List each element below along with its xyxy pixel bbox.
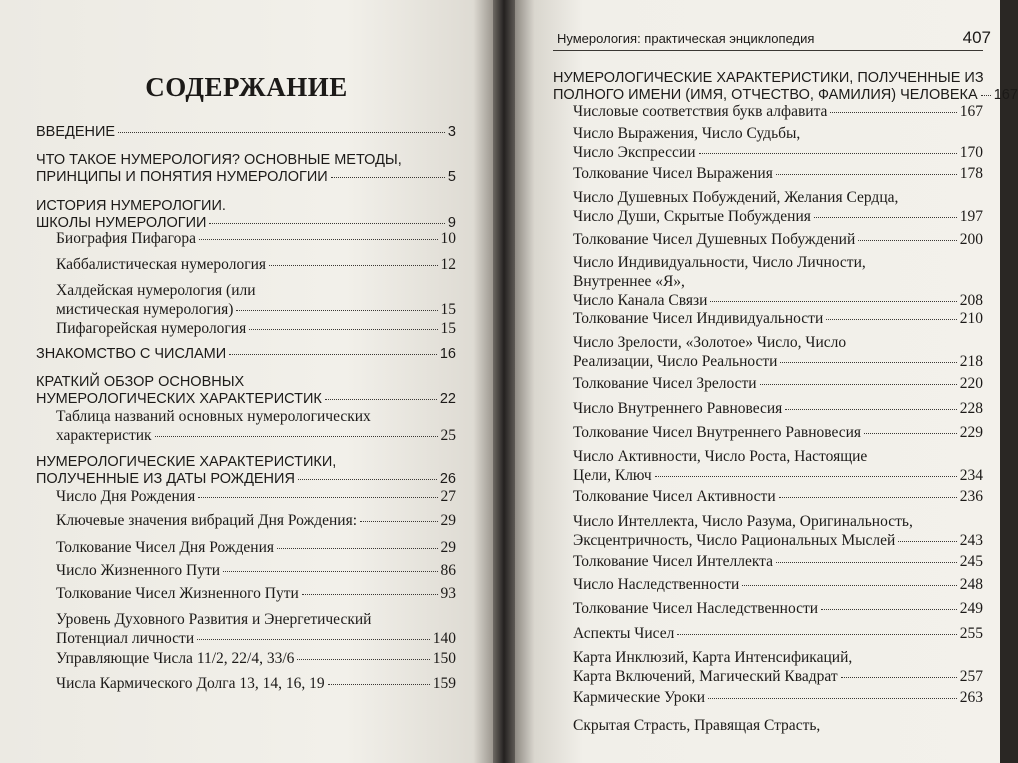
toc-entry-text: Толкование Чисел Наследственности <box>573 600 819 617</box>
book-gutter <box>493 0 515 763</box>
toc-entry-text: Аспекты Чисел <box>573 625 675 642</box>
toc-entry <box>553 102 983 121</box>
toc-entry <box>36 152 456 186</box>
toc-page-number: 178 <box>959 165 983 182</box>
toc-entry-text: Число Внутреннего Равновесия <box>573 400 783 417</box>
dot-leader <box>858 240 956 241</box>
toc-entry-text: ПОЛНОГО ИМЕНИ (ИМЯ, ОТЧЕСТВО, ФАМИЛИЯ) ЧЕЛОВЕКА <box>553 87 978 103</box>
toc-entry-text: Число Жизненного Пути <box>56 562 221 579</box>
toc-page-number: 229 <box>959 424 983 441</box>
toc-page-number: 86 <box>440 562 456 579</box>
toc-entry <box>36 346 456 363</box>
dot-leader <box>198 497 437 498</box>
toc-entry <box>553 599 983 618</box>
toc-entry <box>553 487 983 506</box>
toc-entry <box>36 674 456 693</box>
toc-entry-text: Уровень Духовного Развития и Энергетический <box>56 611 372 628</box>
toc-entry-text: ИСТОРИЯ НУМЕРОЛОГИИ. <box>36 198 226 214</box>
toc-entry-text: мистическая нумерология) <box>56 301 234 318</box>
toc-entry-text: ЗНАКОМСТВО С ЧИСЛАМИ <box>36 346 227 362</box>
dot-leader <box>655 476 957 477</box>
toc-entry-text: Ключевые значения вибраций Дня Рождения: <box>56 512 358 529</box>
toc-page-number: 170 <box>959 144 983 161</box>
toc-page-number: 15 <box>440 301 456 318</box>
toc-entry-text: ШКОЛЫ НУМЕРОЛОГИИ <box>36 215 207 231</box>
toc-entry <box>36 124 456 141</box>
dot-leader <box>760 384 957 385</box>
toc-page-number: 27 <box>440 488 456 505</box>
toc-entry-text: Число Интеллекта, Число Разума, Оригинальность, <box>573 513 913 530</box>
dot-leader <box>209 223 444 224</box>
toc-entry-text: Число Индивидуальности, Число Личности, <box>573 254 866 271</box>
dot-leader <box>277 548 437 549</box>
dot-leader <box>298 479 437 480</box>
toc-page-number: 22 <box>439 391 456 407</box>
toc-entry-text: НУМЕРОЛОГИЧЕСКИЕ ХАРАКТЕРИСТИКИ, <box>36 454 337 470</box>
toc-entry-text: Число Экспрессии <box>573 144 696 161</box>
toc-entry-text: ВВЕДЕНИЕ <box>36 124 116 140</box>
toc-entry <box>36 561 456 580</box>
toc-page-number: 208 <box>959 292 983 309</box>
dot-leader <box>776 174 957 175</box>
toc-entry-text: ПОЛУЧЕННЫЕ ИЗ ДАТЫ РОЖДЕНИЯ <box>36 471 295 487</box>
toc-entry <box>36 198 456 232</box>
toc-page-number: 5 <box>447 169 456 185</box>
toc-page-number: 150 <box>432 650 456 667</box>
toc-page-number: 248 <box>959 576 983 593</box>
dot-leader <box>708 698 957 699</box>
toc-page-number: 159 <box>432 675 456 692</box>
toc-entry-text: характеристик <box>56 427 152 444</box>
toc-entry-text: Халдейская нумерология (или <box>56 282 256 299</box>
dot-leader <box>742 585 956 586</box>
running-header <box>553 28 991 51</box>
dot-leader <box>269 265 438 266</box>
toc-page-number: 263 <box>959 689 983 706</box>
toc-entry <box>36 584 456 603</box>
toc-entry-text: ЧТО ТАКОЕ НУМЕРОЛОГИЯ? ОСНОВНЫЕ МЕТОДЫ, <box>36 152 402 168</box>
toc-entry-text: Толкование Чисел Выражения <box>573 165 773 182</box>
toc-entry-text: Толкование Чисел Активности <box>573 488 776 505</box>
dot-leader <box>328 684 430 685</box>
toc-entry <box>553 716 983 735</box>
toc-entry <box>553 423 983 442</box>
toc-entry-text: Скрытая Страсть, Правящая Страсть, <box>573 717 821 734</box>
toc-entry-text: Число Канала Связи <box>573 292 708 309</box>
toc-title: СОДЕРЖАНИЕ <box>145 72 348 102</box>
dot-leader <box>830 112 956 113</box>
toc-page-number: 249 <box>959 600 983 617</box>
toc-entry-text: Цели, Ключ <box>573 467 652 484</box>
toc-entry-text: Реализации, Число Реальности <box>573 353 778 370</box>
toc-page-number: 12 <box>440 256 456 273</box>
toc-entry <box>553 374 983 393</box>
dot-leader <box>236 310 437 311</box>
toc-page-number: 218 <box>959 353 983 370</box>
toc-page-number: 9 <box>447 215 456 231</box>
toc-entry <box>553 575 983 594</box>
toc-entry-text: Число Выражения, Число Судьбы, <box>573 125 801 142</box>
toc-entry-text: Толкование Чисел Индивидуальности <box>573 310 824 327</box>
toc-page-number: 220 <box>959 375 983 392</box>
toc-page-number: 255 <box>959 625 983 642</box>
toc-entry <box>36 319 456 338</box>
dot-leader <box>981 95 991 96</box>
toc-entry <box>553 333 983 371</box>
dot-leader <box>779 497 957 498</box>
dot-leader <box>821 609 957 610</box>
toc-entry-text: ПРИНЦИПЫ И ПОНЯТИЯ НУМЕРОЛОГИИ <box>36 169 328 185</box>
toc-entry <box>36 487 456 506</box>
toc-entry <box>36 649 456 668</box>
dot-leader <box>331 177 445 178</box>
toc-entry <box>36 374 456 408</box>
toc-page-number: 167 <box>959 103 983 120</box>
toc-entry-text: Толкование Чисел Жизненного Пути <box>56 585 299 602</box>
dot-leader <box>302 594 438 595</box>
left-page <box>0 0 493 763</box>
toc-entry <box>553 552 983 571</box>
dot-leader <box>249 329 437 330</box>
toc-entry <box>553 648 983 686</box>
toc-entry <box>553 624 983 643</box>
toc-entry-text: Число Души, Скрытые Побуждения <box>573 208 811 225</box>
dot-leader <box>197 639 430 640</box>
toc-entry-text: Толкование Чисел Душевных Побуждений <box>573 231 856 248</box>
dot-leader <box>864 433 957 434</box>
dot-leader <box>223 571 437 572</box>
toc-page-number: 257 <box>959 668 983 685</box>
toc-page-number: 93 <box>440 585 456 602</box>
toc-entry-text: Эксцентричность, Число Рациональных Мыслей <box>573 532 896 549</box>
toc-entry <box>553 512 983 550</box>
toc-entry <box>36 610 456 648</box>
toc-entry <box>553 124 983 162</box>
toc-entry-text: Число Зрелости, «Золотое» Число, Число <box>573 334 847 351</box>
toc-entry-text: Пифагорейская нумерология <box>56 320 247 337</box>
toc-entry-text: НУМЕРОЛОГИЧЕСКИХ ХАРАКТЕРИСТИК <box>36 391 322 407</box>
toc-page-number: 10 <box>440 230 456 247</box>
toc-entry <box>553 188 983 226</box>
toc-page-number: 15 <box>440 320 456 337</box>
toc-page-number: 167 <box>993 87 1018 103</box>
toc-entry-text: Карта Инклюзий, Карта Интенсификаций, <box>573 649 853 666</box>
toc-entry-text: Управляющие Числа 11/2, 22/4, 33/6 <box>56 650 295 667</box>
dot-leader <box>118 132 445 133</box>
toc-entry <box>36 407 456 445</box>
toc-entry-text: Потенциал личности <box>56 630 195 647</box>
toc-page-number: 228 <box>959 400 983 417</box>
dot-leader <box>229 354 437 355</box>
toc-entry-text: Толкование Чисел Дня Рождения <box>56 539 275 556</box>
toc-entry <box>36 454 456 488</box>
dot-leader <box>710 301 956 302</box>
toc-page-number: 234 <box>959 467 983 484</box>
dot-leader <box>776 562 957 563</box>
dot-leader <box>360 521 437 522</box>
dot-leader <box>699 153 957 154</box>
dot-leader <box>826 319 956 320</box>
toc-entry-text: Толкование Чисел Интеллекта <box>573 553 774 570</box>
toc-entry <box>553 447 983 485</box>
toc-page-number: 26 <box>439 471 456 487</box>
toc-entry-text: НУМЕРОЛОГИЧЕСКИЕ ХАРАКТЕРИСТИКИ, ПОЛУЧЕННЫЕ ИЗ <box>553 70 984 86</box>
toc-entry-text: Таблица названий основных нумерологических <box>56 408 371 425</box>
toc-entry-text: Число Душевных Побуждений, Желания Сердца, <box>573 189 899 206</box>
toc-entry-text: Каббалистическая нумерология <box>56 256 266 273</box>
dot-leader <box>199 239 437 240</box>
dot-leader <box>677 634 956 635</box>
toc-entry-text: Толкование Чисел Зрелости <box>573 375 757 392</box>
toc-entry <box>36 281 456 319</box>
page-number: 407 <box>962 28 991 47</box>
toc-page-number: 210 <box>959 310 983 327</box>
toc-entry-text: Карта Включений, Магический Квадрат <box>573 668 838 685</box>
dot-leader <box>841 677 957 678</box>
toc-entry <box>36 538 456 557</box>
toc-entry <box>36 255 456 274</box>
toc-entry-text: Число Дня Рождения <box>56 488 196 505</box>
toc-entry <box>36 511 456 530</box>
toc-entry <box>553 688 983 707</box>
toc-page-number: 3 <box>447 124 456 140</box>
toc-entry <box>553 230 983 249</box>
toc-page-number: 29 <box>440 512 456 529</box>
toc-page-number: 16 <box>439 346 456 362</box>
dot-leader <box>785 409 956 410</box>
toc-entry <box>553 253 983 310</box>
toc-page-number: 245 <box>959 553 983 570</box>
toc-entry-text: Биография Пифагора <box>56 230 197 247</box>
toc-entry <box>553 309 983 328</box>
toc-page-number: 243 <box>959 532 983 549</box>
toc-entry <box>553 70 1018 104</box>
dot-leader <box>780 362 956 363</box>
toc-page-number: 236 <box>959 488 983 505</box>
toc-page-number: 197 <box>959 208 983 225</box>
toc-page-number: 200 <box>959 231 983 248</box>
toc-entry-text: Число Наследственности <box>573 576 740 593</box>
right-page <box>515 0 1018 763</box>
dot-leader <box>155 436 438 437</box>
dot-leader <box>297 659 429 660</box>
toc-entry-text: КРАТКИЙ ОБЗОР ОСНОВНЫХ <box>36 374 245 390</box>
toc-page-number: 29 <box>440 539 456 556</box>
toc-entry <box>553 399 983 418</box>
running-title: Нумерология: практическая энциклопедия <box>557 31 815 46</box>
toc-entry-text: Толкование Чисел Внутреннего Равновесия <box>573 424 862 441</box>
toc-page-number: 140 <box>432 630 456 647</box>
toc-entry-text: Кармические Уроки <box>573 689 706 706</box>
toc-entry-text: Число Активности, Число Роста, Настоящие <box>573 448 868 465</box>
toc-entry <box>553 164 983 183</box>
dot-leader <box>814 217 957 218</box>
toc-page-number: 25 <box>440 427 456 444</box>
toc-entry-text: Числа Кармического Долга 13, 14, 16, 19 <box>56 675 325 692</box>
dot-leader <box>325 399 437 400</box>
dot-leader <box>898 541 956 542</box>
toc-entry-text: Числовые соответствия букв алфавита <box>573 103 828 120</box>
toc-entry-text: Внутреннее «Я», <box>573 273 685 290</box>
toc-entry <box>36 229 456 248</box>
